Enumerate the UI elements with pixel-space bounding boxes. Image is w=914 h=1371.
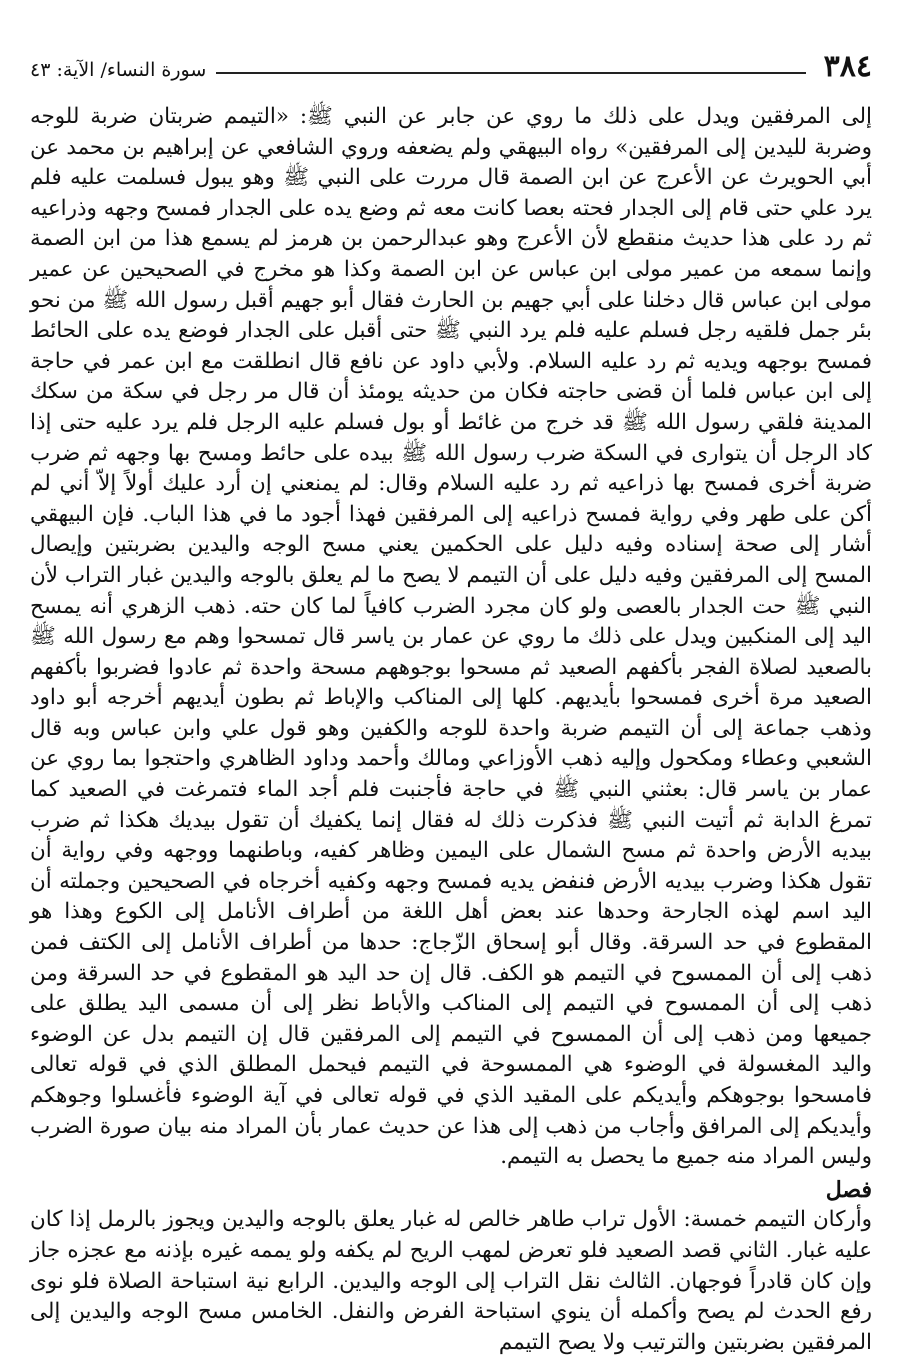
surah-reference: سورة النساء/ الآية: ٤٣ [30, 59, 207, 81]
pillars-paragraph: وأركان التيمم خمسة: الأول تراب طاهر خالص له غبار يعلق بالوجه واليدين ويجوز بالرمل إذا كان عليه غبار. الثاني قصد الصعيد فلو تعرض لمهب الريح لم يكفه ولو يممه غيره بإذنه مع عجزه جاز وإن كان قادراً فوجهان. الثالث نقل التراب إلى الوجه واليدين. الرابع نية استباحة الصلاة فلو نوى رفع الحدث لم يصح وأكمله أن ينوي استباحة الفرض والنفل. الخامس مسح الوجه واليدين إلى المرفقين بضربتين والترتيب ولا يصح التيمم [30, 1207, 872, 1355]
running-header [30, 40, 872, 82]
commentary-paragraph: إلى المرفقين ويدل على ذلك ما روي عن جابر عن النبي ﷺ: «التيمم ضربتان ضربة للوجه وضربة لليدين إلى المرفقين» رواه البيهقي ولم يضعفه وروي الشافعي عن إبراهيم بن محمد عن أبي الحويرث عن الأعرج عن ابن الصمة قال مررت على النبي ﷺ وهو يبول فسلمت عليه فلم يرد علي حتى قام إلى الجدار فحته بعصا كانت معه ثم وضع يده على الجدار فمسح وجهه وذراعيه ثم رد على هذا حديث منقطع لأن الأعرج وهو عبدالرحمن بن هرمز لم يسمع هذا من ابن الصمة وإنما سمعه من عمير مولى ابن عباس عن ابن الصمة وكذا هو مخرج في الصحيحين عن عمير مولى ابن عباس قال دخلنا على أبي جهيم بن الحارث فقال أبو جهيم أقبل رسول الله ﷺ من نحو بئر جمل فلقيه رجل فسلم عليه فلم يرد النبي ﷺ حتى أقبل على الجدار فوضع يده على الحائط فمسح بوجهه ويديه ثم رد عليه السلام. ولأبي داود عن نافع قال انطلقت مع ابن عمر في حاجة إلى ابن عباس فلما أن قضى حاجته فكان من حديثه يومئذ أن قال مر رجل في سكة من سكك المدينة فلقي رسول الله ﷺ قد خرج من غائط أو بول فسلم عليه الرجل فلم يرد عليه حتى إذا كاد الرجل أن يتوارى في السكة ضرب رسول الله ﷺ بيده على حائط ومسح بها وجهه ثم ضرب ضربة أخرى فمسح بها ذراعيه ثم رد عليه السلام وقال: لم يمنعني إن أرد عليك أولاً إلاّ أني لم أكن على طهر وفي رواية فمسح ذراعيه إلى المرفقين فهذا أجود ما في هذا الباب. فإن البيهقي أشار إلى صحة إسناده وفيه دليل على الحكمين يعني مسح الوجه واليدين بضربتين وإيصال المسح إلى المرفقين وفيه دليل على أن التيمم لا يصح ما لم يعلق بالوجه واليدين غبار التراب لأن النبي ﷺ حت الجدار بالعصى ولو كان مجرد الضرب كافياً لما كان حته. ذهب الزهري أنه يمسح اليد إلى المنكبين ويدل على ذلك ما روي عن عمار بن ياسر قال تمسحوا وهم مع رسول الله ﷺ بالصعيد لصلاة الفجر بأكفهم الصعيد ثم مسحوا بوجوههم مسحة واحدة ثم عادوا فضربوا بأكفهم الصعيد مرة أخرى فمسحوا بأيديهم. كلها إلى المناكب والإباط ثم بطون أيديهم أخرجه أبو داود وذهب جماعة إلى أن التيمم ضربة واحدة للوجه والكفين وهو قول علي وابن عباس وبه قال الشعبي وعطاء ومكحول وإليه ذهب الأوزاعي ومالك وأحمد وداود الظاهري واحتجوا بما روي عن عمار بن ياسر قال: بعثني النبي ﷺ في حاجة فأجنبت فلم أجد الماء فتمرغت في الصعيد كما تمرغ الدابة ثم أتيت النبي ﷺ فذكرت ذلك له فقال إنما يكفيك أن تقول بيديك هكذا ثم ضرب بيديه الأرض واحدة ثم مسح الشمال على اليمين وظاهر كفيه، وباطنهما ووجهه وفي رواية أن تقول هكذا وضرب بيديه الأرض فنفض يديه فمسح وجهه وكفيه أخرجاه في الصحيحين وجملته أن اليد اسم لهذه الجارحة وحدها عند بعض أهل اللغة من أطراف الأنامل إلى الكوع وهذا هو المقطوع في حد السرقة. وقال أبو إسحاق الزّجاج: حدها من أطراف الأنامل إلى الكتف فمن ذهب إلى أن الممسوح في التيمم هو الكف. قال إن حد اليد هو المقطوع في حد السرقة ومن ذهب إلى أن الممسوح في التيمم إلى المناكب والأباط نظر إلى أن مسمى اليد يطلق على جميعها ومن ذهب إلى أن الممسوح في التيمم إلى المرفقين قال إن التيمم بدل عن الوضوء واليد المغسولة في الوضوء هي الممسوحة في التيمم فيحمل المطلق الذي في قوله تعالى فامسحوا بوجوهكم وأيديكم على المقيد الذي في قوله تعالى في آية الوضوء فأغسلوا وجوهكم وأيديكم إلى المرافق وأجاب من ذهب إلى هذا عن حديث عمار بأن المراد منه بيان صورة الضرب وليس المراد منه جميع ما يحصل به التيمم. [30, 104, 872, 1170]
main-text [30, 102, 872, 1358]
section-heading: فصل [825, 1176, 872, 1203]
header-rule [216, 72, 805, 74]
page-number: ٣٨٤ [823, 49, 872, 84]
